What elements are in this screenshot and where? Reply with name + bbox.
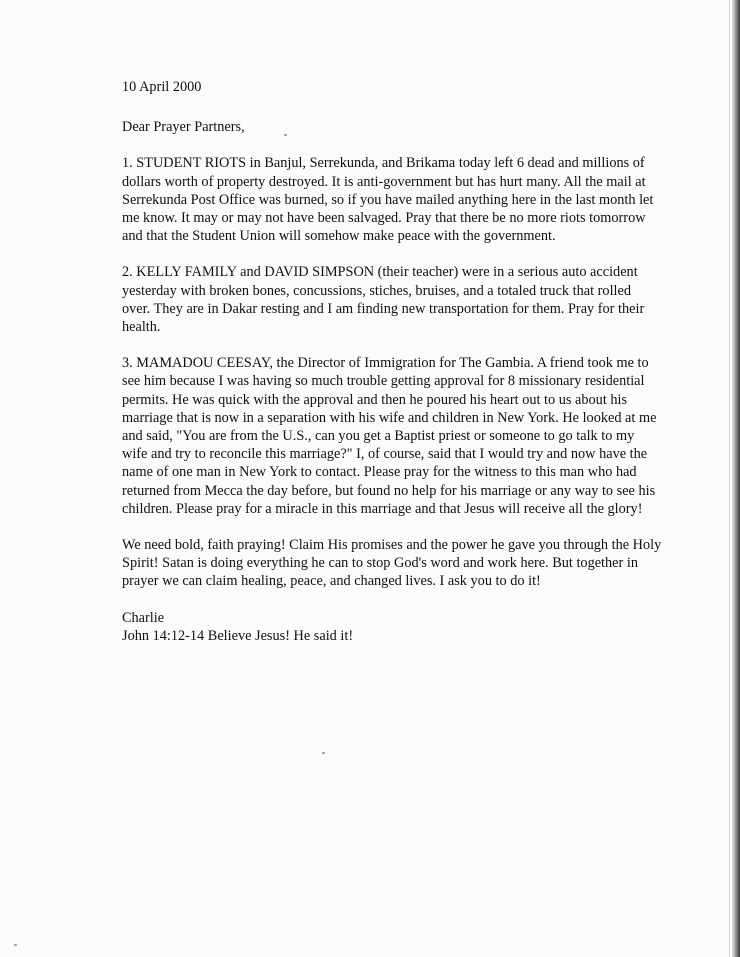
paragraph-student-riots: 1. STUDENT RIOTS in Banjul, Serrekunda, and Brikama today left 6 dead and millions of dollars worth of property destroyed. It is anti-government but has hurt many. All the mail at Serrekunda Post Office was burned, so if you have mailed anything here in the last month let me know. It may or may not have been salvaged. Pray that there be no more riots tomorrow and that the Student Union will somehow make peace with the government.: [122, 155, 654, 245]
paragraph-kelly-family: 2. KELLY FAMILY and DAVID SIMPSON (their teacher) were in a serious auto accident yesterday with broken bones, concussions, stiches, bruises, and a totaled truck that rolled over. They are in Dakar resting and I am finding new transportation for them. Pray for their health.: [122, 264, 645, 336]
paragraph-mamadou-ceesay: 3. MAMADOU CEESAY, the Director of Immigration for The Gambia. A friend took me to see him because I was having so much trouble getting approval for 8 missionary residential permits. He was quick with the approval and then he poured his heart out to us about his marriage that is now in a separation with his wife and children in New York. He looked at me and said, "You are from the U.S., can you get a Baptist priest or someone to go talk to my wife and try to reconcile this marriage?" I, of course, said that I would try and now have the name of one man in New York to contact. Please pray for the witness to this man who had returned from Mecca the day before, but found no help for his marriage or any way to see his children. Please pray for a miracle in this marriage and that Jesus will receive all the glory!: [122, 355, 657, 517]
letter-signature: Charlie: [122, 609, 165, 626]
letter-salutation: Dear Prayer Partners,: [122, 119, 245, 136]
scan-edge-line: [729, 0, 730, 957]
scan-speck: [14, 944, 17, 946]
paragraph-closing-appeal: We need bold, faith praying! Claim His promises and the power he gave you through the Holy Spirit! Satan is doing everything he can to stop God's word and work here. But together in prayer we can claim healing, peace, and changed lives. I ask you to do it!: [122, 537, 662, 590]
verse-line: John 14:12-14 Believe Jesus! He said it!: [122, 627, 354, 644]
scan-dark-edge: [732, 0, 740, 957]
letter-date: 10 April 2000: [122, 79, 202, 95]
scan-speck: [322, 752, 325, 754]
letter-body: [122, 78, 662, 645]
